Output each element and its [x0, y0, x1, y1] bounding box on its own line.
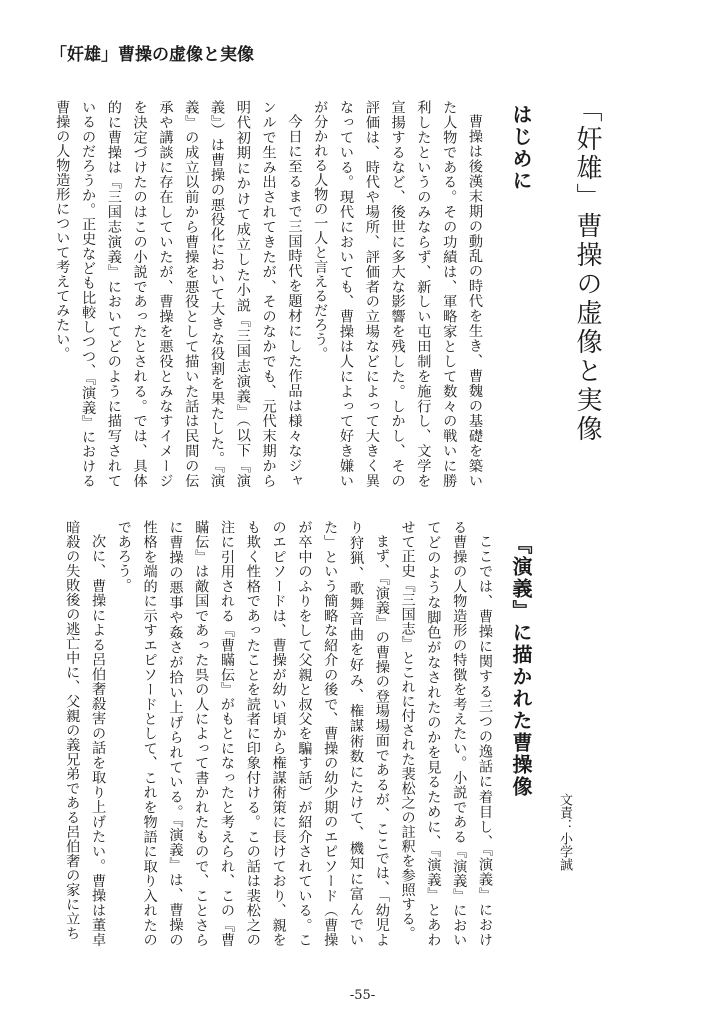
byline: 文責：小学誠 [557, 793, 572, 871]
page-number: -55- [349, 988, 376, 1003]
paragraph: まず、『演義』の曹操の登場場面であるが、ここでは、「幼児より狩猟、歌舞音曲を好み、権謀術数にたけて、機知に富んでいた」という簡略な紹介の後で、曹操の幼少期のエピソード（曹操が卒中のふりをして父親と叔父を騙す話）が紹介されている。このエピソードは、曹操が幼い頃から権謀術策に長けており、親をも欺く性格であったことを読者に印象付ける。この話は裴松之の注に引用される『曹瞞伝』がもとになったと考えられ、この『曹瞞伝』は敵国であった呉の人によって書かれたもので、ことさらに曹操の悪事や姦さが拾い上げられている。『演義』は、曹操の性格を端的に示すエピソードとして、これを物語に取り入れたのであろう。 [115, 520, 390, 947]
paragraph: ここでは、曹操に関する三つの逸話に着目し、『演義』における曹操の人物造形の特徴を考えたい。小説である『演義』においてどのような脚色がなされたのかを見るために、『演義』とあわせて正史『三国志』とこれに付された裴松之の註釈を参照する。 [399, 520, 493, 947]
paragraph: 次に、曹操による呂伯奢殺害の話を取り上げたい。曹操は董卓暗殺の失敗後の逃亡中に、父親の義兄弟である呂伯奢の家に立ち [64, 520, 107, 947]
article-title: 「奸雄」曹操の虚像と実像 [572, 96, 602, 444]
section-heading-introduction: はじめに [509, 104, 533, 192]
engi-portrayal-body [62, 520, 497, 947]
paragraph: 曹操は後漢末期の動乱の時代を生き、曹魏の基礎を築いた人物である。その功績は、軍略家として数々の戦いに勝利したというのみならず、新しい屯田制を施行し、文学を宣揚するなど、後世に多大な影響を残した。しかし、その評価は、時代や場所、評価者の立場などによって大きく異なっている。現代においても、曹操は人によって好き嫌いが分かれる人物の一人と言えるだろう。 [312, 100, 483, 488]
running-head: 「奸雄」曹操の虚像と実像 [50, 45, 254, 65]
section-heading-engi-portrayal: 『演義』に描かれた曹操像 [509, 534, 533, 798]
introduction-body [54, 100, 487, 488]
paragraph: 今日に至るまで三国時代を題材にした作品は様々なジャンルで生み出されてきたが、そのなかでも、元代末期から明代初期にかけて成立した小説『三国志演義』（以下『演義』）は曹操の悪役化において大きな役割を果たした。『演義』の成立以前から曹操を悪役として描いた話は民間の伝承や講談に存在していたが、曹操を悪役とみなすイメージを決定づけたのはこの小説であったとされる。では、具体的に曹操は『三国志演義』においてどのように描写されているのだろうか。正史なども比較しつつ、『演義』における曹操の人物造形について考えてみたい。 [54, 100, 303, 488]
